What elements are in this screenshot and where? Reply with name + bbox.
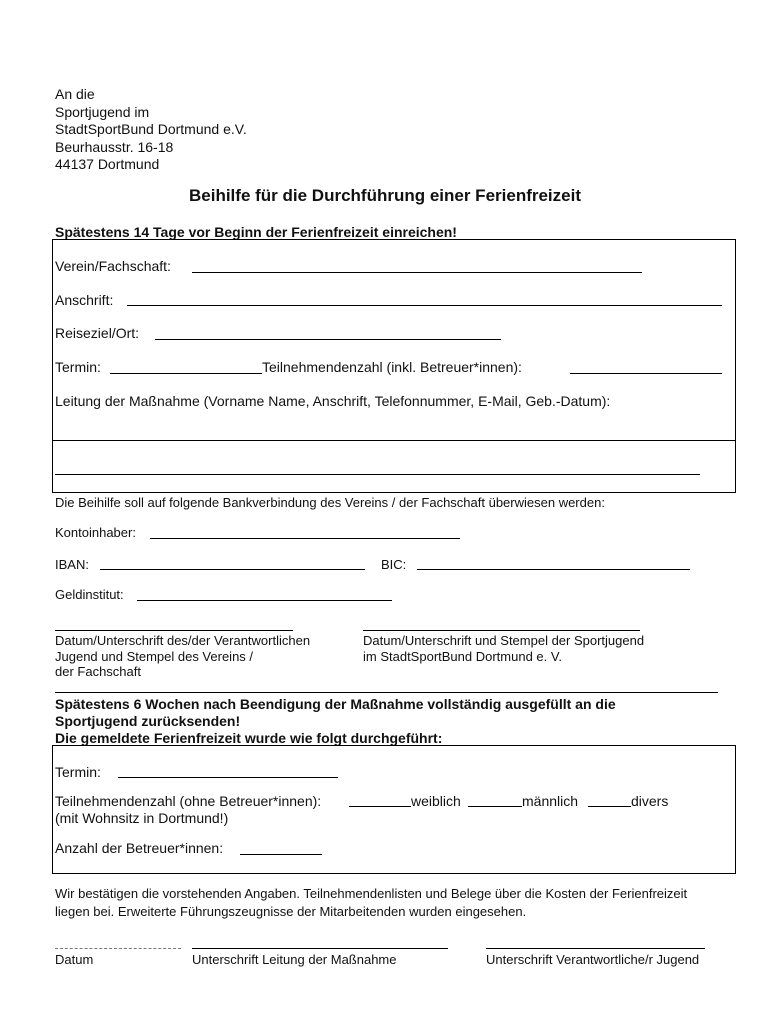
address-line: An die	[55, 86, 95, 102]
signature-line-sportjugend[interactable]	[363, 630, 640, 631]
notice-line: Die gemeldete Ferienfreizeit wurde wie folgt durchgeführt:	[55, 730, 443, 746]
address-line: 44137 Dortmund	[55, 156, 160, 172]
divers-label: divers	[631, 793, 669, 809]
signature-caption-sportjugend	[363, 633, 644, 664]
termin2-label: Termin:	[55, 764, 101, 780]
return-notice	[55, 696, 616, 747]
signature-line-verein[interactable]	[55, 630, 293, 631]
weiblich-label: weiblich	[411, 793, 461, 809]
geldinstitut-field[interactable]	[137, 600, 392, 601]
notice-line: Sportjugend zurücksenden!	[55, 713, 241, 729]
bic-label: BIC:	[381, 557, 407, 572]
teilnehmerzahl2-label: Teilnehmendenzahl (ohne Betreuer*innen):	[55, 793, 322, 809]
address-line: Sportjugend im	[55, 103, 150, 120]
teilnehmerzahl-field[interactable]	[570, 373, 722, 374]
teilnehmerzahl-label: Teilnehmendenzahl (inkl. Betreuer*innen):	[262, 359, 522, 375]
verein-label: Verein/Fachschaft:	[55, 258, 171, 274]
address-line: StadtSportBund Dortmund e.V.	[55, 121, 247, 137]
termin-label: Termin:	[55, 359, 101, 375]
iban-field[interactable]	[100, 569, 365, 570]
caption-line: im StadtSportBund Dortmund e. V.	[363, 648, 562, 664]
kontoinhaber-field[interactable]	[150, 538, 460, 539]
verantwortlich-caption: Unterschrift Verantwortliche/r Jugend	[486, 952, 700, 967]
termin-field[interactable]	[110, 373, 262, 374]
recipient-address	[55, 86, 247, 174]
verein-field[interactable]	[192, 272, 642, 273]
betreuer-label: Anzahl der Betreuer*innen:	[55, 840, 224, 856]
confirmation-text	[55, 885, 687, 921]
wohnsitz-note: (mit Wohnsitz in Dortmund!)	[55, 810, 229, 826]
caption-line: Jugend und Stempel des Vereins /	[55, 648, 254, 664]
signature-caption-verein	[55, 633, 310, 680]
reiseziel-field[interactable]	[155, 339, 501, 340]
box-divider	[52, 440, 735, 441]
betreuer-field[interactable]	[240, 854, 322, 855]
iban-label: IBAN:	[55, 557, 89, 572]
section-separator	[55, 692, 718, 693]
anschrift-field[interactable]	[127, 305, 722, 306]
caption-line: der Fachschaft	[55, 664, 141, 679]
bic-field[interactable]	[417, 569, 690, 570]
deadline-notice: Spätestens 14 Tage vor Beginn der Ferienfreizeit einreichen!	[55, 224, 457, 240]
datum-caption: Datum	[55, 952, 94, 967]
verantwortlich-signature-line[interactable]	[486, 948, 705, 949]
termin2-field[interactable]	[118, 777, 338, 778]
anschrift-label: Anschrift:	[55, 292, 114, 308]
leitung-field[interactable]	[55, 474, 700, 475]
kontoinhaber-label: Kontoinhaber:	[55, 525, 136, 540]
caption-line: Datum/Unterschrift und Stempel der Sportjugend	[363, 633, 645, 648]
caption-line: Datum/Unterschrift des/der Verantwortlichen	[55, 633, 311, 648]
divers-field[interactable]	[588, 806, 631, 807]
reiseziel-label: Reiseziel/Ort:	[55, 325, 140, 341]
maennlich-field[interactable]	[468, 806, 522, 807]
confirmation-line: Wir bestätigen die vorstehenden Angaben. Teilnehmendenlisten und Belege über die Kosten der Ferienfreizeit	[55, 886, 688, 901]
datum-line[interactable]	[55, 948, 181, 949]
leitung-label: Leitung der Maßnahme (Vorname Name, Anschrift, Telefonnummer, E-Mail, Geb.-Datum):	[55, 393, 611, 409]
maennlich-label: männlich	[522, 793, 579, 809]
address-line: Beurhausstr. 16-18	[55, 138, 174, 155]
notice-line: Spätestens 6 Wochen nach Beendigung der Maßnahme vollständig ausgefüllt an die	[55, 696, 616, 712]
weiblich-field[interactable]	[349, 806, 411, 807]
bank-intro: Die Beihilfe soll auf folgende Bankverbindung des Vereins / der Fachschaft überwiesen werden:	[55, 495, 605, 510]
leitung-caption: Unterschrift Leitung der Maßnahme	[192, 952, 397, 967]
leitung-signature-line[interactable]	[192, 948, 448, 949]
confirmation-line: liegen bei. Erweiterte Führungszeugnisse der Mitarbeitenden wurden eingesehen.	[55, 904, 527, 919]
page-title: Beihilfe für die Durchführung einer Ferienfreizeit	[189, 186, 581, 205]
geldinstitut-label: Geldinstitut:	[55, 587, 124, 602]
